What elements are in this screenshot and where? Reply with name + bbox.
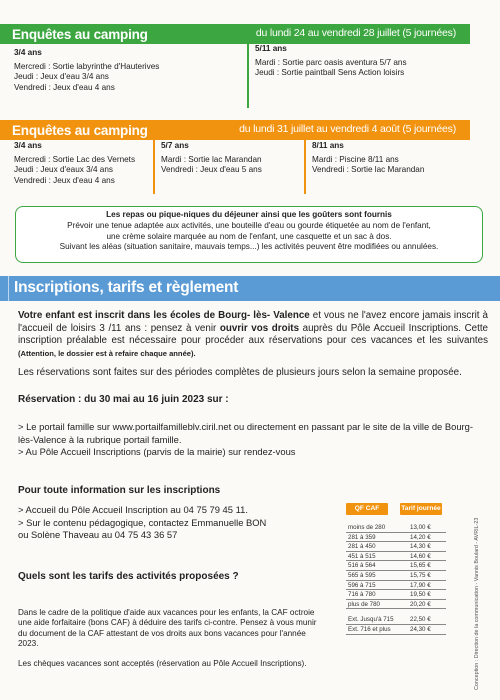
contact-item: ou Solène Thaveau au 04 75 43 36 57	[18, 529, 178, 541]
qf-cell: 451 à 515	[348, 552, 376, 560]
week2-dates: du lundi 31 juillet au vendredi 4 août (5 journées)	[239, 123, 456, 135]
col-head: 5/11 ans	[255, 44, 287, 53]
contact-item: > Accueil du Pôle Accueil Inscription au 04 75 79 45 11.	[18, 504, 248, 515]
tarif-cell: 15,65 €	[410, 562, 431, 570]
p1-small: (Attention, le dossier est à refaire chaque année).	[18, 348, 196, 358]
tarif-table-header	[346, 503, 446, 515]
contact-heading: Pour toute information sur les inscriptions	[18, 485, 221, 496]
table-row	[346, 542, 446, 552]
caf-note: Dans le cadre de la politique d'aide aux vacances pour les enfants, la CAF octroie une aide forfaitaire (bons CAF) à déduire des tarifs ci-contre. Pensez à vous munir du document de la CAF attestant de vos droits aux bons vacances pour l'année 2023.	[18, 608, 317, 649]
qf-cell: Ext. Jusqu'à 715	[348, 616, 394, 624]
tarif-cell: 24,30 €	[410, 625, 431, 633]
table-row	[346, 600, 446, 610]
reservation-item: > Au Pôle Accueil Inscriptions (parvis de la mairie) sur rendez-vous	[18, 446, 296, 458]
table-row	[346, 561, 446, 571]
tarif-rows	[346, 523, 446, 609]
tarif-cell: 20,20 €	[410, 600, 431, 608]
tarif-ext-rows	[346, 615, 446, 634]
qf-cell: 516 à 564	[348, 562, 376, 570]
qf-cell: Ext. 716 et plus	[348, 625, 391, 633]
section-header	[0, 276, 500, 301]
activity-line: Mercredi : Sortie Lac des Vernets	[14, 154, 136, 164]
activity-line: Vendredi : Sortie lac Marandan	[312, 165, 425, 175]
table-row	[346, 581, 446, 591]
tarif-cell: 19,50 €	[410, 591, 431, 599]
table-row	[346, 523, 446, 533]
tarif-cell: 13,00 €	[410, 524, 431, 531]
activity-line: Jeudi : Sortie paintball Sens Action loisirs	[255, 68, 405, 78]
activity-line: Vendredi : Jeux d'eau 4 ans	[14, 82, 115, 92]
week2-banner	[0, 120, 470, 140]
registration-paragraph	[18, 310, 488, 360]
week1-banner	[0, 24, 470, 44]
week2-divider-1	[153, 140, 155, 194]
week1-title: Enquêtes au camping	[12, 26, 148, 42]
qf-cell: 716 à 780	[348, 591, 376, 599]
info-line: Suivant les aléas (situation sanitaire, mauvais temps...) les activités peuvent être modifiées ou annulées.	[59, 242, 439, 252]
tarif-cell: 14,20 €	[410, 533, 431, 541]
week1-divider	[247, 44, 249, 108]
info-line: Prévoir une tenue adaptée aux activités, une bouteille d'eau ou gourde étiquetée au nom de l'enfant,	[67, 221, 431, 231]
week2-col-3-4	[14, 141, 154, 186]
qf-cell: 281 à 450	[348, 543, 376, 551]
contact-list	[18, 504, 318, 542]
table-row	[346, 625, 446, 635]
table-row	[346, 533, 446, 543]
week2-divider-2	[304, 140, 306, 194]
table-row	[346, 615, 446, 625]
col-head: 3/4 ans	[14, 141, 42, 150]
week2-title: Enquêtes au camping	[12, 122, 148, 138]
activity-line: Mardi : Sortie parc oasis aventura 5/7 ans	[255, 57, 407, 67]
col-head: 5/7 ans	[161, 141, 189, 150]
p1-bold1: Votre enfant est inscrit dans les écoles de Bourg- lès- Valence	[18, 310, 310, 321]
reservations-note	[18, 367, 488, 380]
table-row	[346, 571, 446, 581]
col-head: 8/11 ans	[312, 141, 344, 150]
section-title: Inscriptions, tarifs et règlement	[14, 279, 239, 296]
week1-col-3-4	[14, 48, 234, 93]
reservation-heading: Réservation : du 30 mai au 16 juin 2023 sur :	[18, 394, 229, 405]
contact-item: > Sur le contenu pédagogique, contactez Emmanuelle BON	[18, 516, 267, 528]
cheques-note: Les chèques vacances sont acceptés (réservation au Pôle Accueil Inscriptions).	[18, 659, 307, 668]
week1-dates: du lundi 24 au vendredi 28 juillet (5 journées)	[255, 27, 456, 39]
col-head: 3/4 ans	[14, 48, 42, 57]
activity-line: Jeudi : Jeux d'eaux 3/4 ans	[14, 165, 113, 175]
qf-cell: moins de 280	[348, 524, 386, 531]
p1-bold2: ouvrir vos droits	[219, 322, 300, 334]
tarif-cell: 14,60 €	[410, 552, 431, 560]
activity-line: Mercredi : Sortie labyrinthe d'Hauterives	[14, 61, 160, 71]
week2-col-8-11	[312, 141, 482, 176]
tarif-cell: 22,50 €	[410, 616, 431, 624]
tarif-cell: 15,75 €	[410, 571, 431, 579]
tarif-table	[346, 503, 446, 635]
activity-line: Vendredi : Jeux d'eau 4 ans	[14, 175, 115, 185]
tarif-cell: 14,30 €	[410, 543, 431, 551]
activity-line: Jeudi : Jeux d'eau 3/4 ans	[14, 72, 109, 82]
qf-cell: plus de 780	[348, 600, 380, 608]
info-line: une crème solaire marquée au nom de l'enfant, une casquette et un sac à dos.	[106, 231, 392, 241]
info-lead: Les repas ou pique-niques du déjeuner ainsi que les goûters sont fournis	[106, 210, 392, 219]
qf-cell: 565 à 595	[348, 571, 376, 579]
qf-cell: 281 à 359	[348, 533, 376, 541]
p1-text3: Les réservations sont faites sur des périodes complètes de plusieurs jours selon la semaine proposée.	[18, 367, 462, 378]
activity-line: Mardi : Piscine 8/11 ans	[312, 154, 399, 164]
header-qf: QF CAF	[346, 503, 388, 515]
header-tarif: Tarif journée	[400, 503, 442, 515]
reservation-list	[18, 421, 488, 459]
qf-cell: 596 à 715	[348, 581, 376, 589]
info-box	[15, 206, 483, 263]
section-divider	[8, 276, 9, 301]
table-row	[346, 590, 446, 600]
reservation-item: > Le portail famille sur www.portailfamilleblv.ciril.net ou directement en passant par le site de la ville de Bourg-lès-Valence à la rubrique portail famille.	[18, 421, 473, 445]
week1-col-5-11	[255, 44, 475, 79]
p1-text1: et vous ne l'avez encore jamais inscrit à l'accueil de loisirs 3 /11 ans : pensez à venir	[18, 310, 488, 334]
p1-text2: auprès du Pôle Accueil Inscriptions. Cette inscription préalable est nécessaire pour procéder aux réservations pour ces vacances et les suivantes	[18, 322, 488, 347]
tarifs-heading: Quels sont les tarifs des activités proposées ?	[18, 571, 239, 582]
tarif-cell: 17,90 €	[410, 581, 431, 589]
credit-text: Conception : Direction de la communication - Vannis Boulard - AVRIL-23	[474, 517, 480, 690]
activity-line: Vendredi : Jeux d'eau 5 ans	[161, 165, 262, 175]
table-row	[346, 552, 446, 562]
activity-line: Mardi : Sortie lac Marandan	[161, 154, 262, 164]
week2-col-5-7	[161, 141, 301, 176]
